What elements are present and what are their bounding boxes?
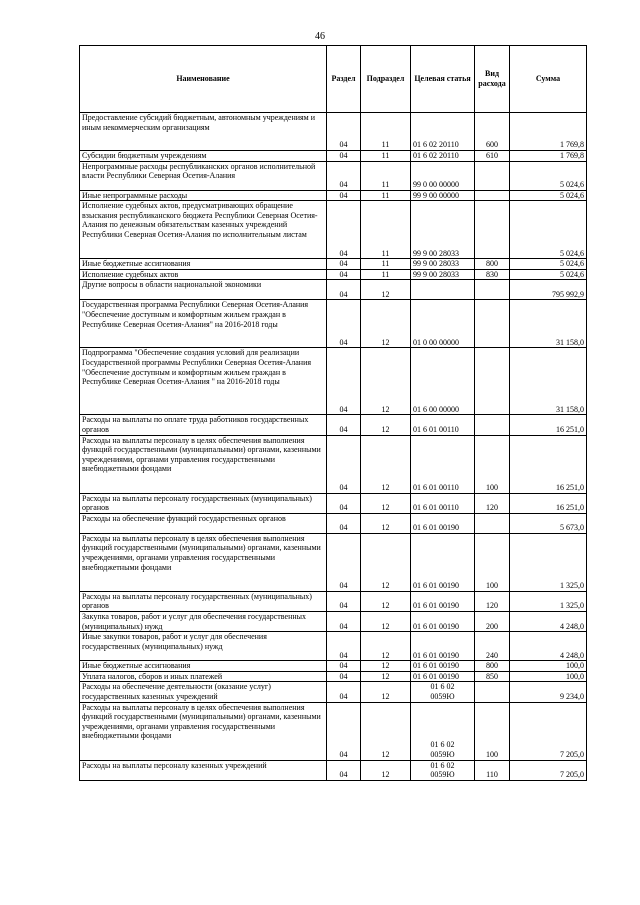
row-sum: 100,0	[510, 661, 587, 672]
header-sum: Сумма	[510, 46, 587, 113]
table-row	[80, 760, 587, 780]
row-section: 04	[327, 415, 361, 435]
table-row	[80, 151, 587, 162]
row-sum: 16 251,0	[510, 493, 587, 513]
row-type: 850	[475, 671, 510, 682]
row-section: 04	[327, 259, 361, 270]
row-type: 100	[475, 435, 510, 493]
row-type	[475, 190, 510, 201]
row-sum: 1 769,8	[510, 151, 587, 162]
row-sum: 4 248,0	[510, 611, 587, 631]
row-type: 120	[475, 493, 510, 513]
table-row	[80, 259, 587, 270]
row-name: Иные закупки товаров, работ и услуг для обеспечения государственных (муниципальных) нужд	[80, 632, 327, 661]
row-sum: 1 325,0	[510, 533, 587, 591]
table-row	[80, 348, 587, 415]
table-row	[80, 493, 587, 513]
table-row	[80, 611, 587, 631]
row-subsection: 12	[361, 671, 411, 682]
row-section: 04	[327, 591, 361, 611]
row-type: 110	[475, 760, 510, 780]
row-name: Расходы на обеспечение функций государственных органов	[80, 513, 327, 533]
page-number: 46	[315, 31, 325, 42]
row-name: Иные непрограммные расходы	[80, 190, 327, 201]
row-type: 600	[475, 113, 510, 151]
row-sum: 5 673,0	[510, 513, 587, 533]
row-name: Иные бюджетные ассигнования	[80, 259, 327, 270]
row-type: 120	[475, 591, 510, 611]
row-type: 100	[475, 533, 510, 591]
row-subsection: 12	[361, 632, 411, 661]
row-target: 01 0 00 00000	[411, 300, 475, 348]
row-sum: 5 024,6	[510, 201, 587, 259]
row-section: 04	[327, 435, 361, 493]
table-row	[80, 415, 587, 435]
row-name: Расходы на выплаты персоналу в целях обеспечения выполнения функций государственными (муниципальными) органами, казенными учреждениями, органами управления государственными внебюджетными фондами	[80, 435, 327, 493]
row-sum: 5 024,6	[510, 259, 587, 270]
row-section: 04	[327, 348, 361, 415]
row-name: Иные бюджетные ассигнования	[80, 661, 327, 672]
row-name: Закупка товаров, работ и услуг для обеспечения государственных (муниципальных) нужд	[80, 611, 327, 631]
row-type: 200	[475, 611, 510, 631]
row-sum: 7 205,0	[510, 702, 587, 760]
row-target: 01 6 01 00190	[411, 671, 475, 682]
row-type: 830	[475, 269, 510, 280]
table-row	[80, 671, 587, 682]
row-target: 01 6 02 20110	[411, 151, 475, 162]
row-target: 99 9 00 28033	[411, 201, 475, 259]
row-section: 04	[327, 611, 361, 631]
row-name: Непрограммные расходы республиканских органов исполнительной власти Республики Северная Осетия-Алания	[80, 161, 327, 190]
row-section: 04	[327, 760, 361, 780]
row-subsection: 12	[361, 533, 411, 591]
header-target: Целевая статья	[411, 46, 475, 113]
row-subsection: 11	[361, 269, 411, 280]
row-section: 04	[327, 513, 361, 533]
table-row	[80, 632, 587, 661]
row-type: 100	[475, 702, 510, 760]
row-name: Государственная программа Республики Северная Осетия-Алания "Обеспечение доступным и комфортным жильем граждан в Республике Северная Осетия-Алания" на 2016-2018 годы	[80, 300, 327, 348]
row-target: 01 6 00 00000	[411, 348, 475, 415]
row-type: 610	[475, 151, 510, 162]
row-subsection: 11	[361, 151, 411, 162]
row-name: Исполнение судебных актов	[80, 269, 327, 280]
row-name: Подпрограмма "Обеспечение создания условий для реализации Государственной программы Республики Северная Осетия-Алания "Обеспечение доступным и комфортным жильем граждан в Республике Северная Осетия-Алания " на 2016-2018 годы	[80, 348, 327, 415]
row-target: 99 0 00 00000	[411, 161, 475, 190]
table-row	[80, 190, 587, 201]
row-subsection: 12	[361, 435, 411, 493]
row-subsection: 12	[361, 702, 411, 760]
row-target: 01 6 01 00110	[411, 493, 475, 513]
row-name: Расходы на выплаты персоналу в целях обеспечения выполнения функций государственными (муниципальными) органами, казенными учреждениями, органами управления государственными внебюджетными фондами	[80, 702, 327, 760]
row-name: Исполнение судебных актов, предусматривающих обращение взыскания республиканского бюджета Республики Северная Осетия-Алания по денежным обязательствам казенных учреждений Республики Северная Осетия-Алания по исполнительным листам	[80, 201, 327, 259]
row-subsection: 12	[361, 760, 411, 780]
row-target: 01 6 01 00190	[411, 611, 475, 631]
table-row	[80, 269, 587, 280]
row-subsection: 12	[361, 611, 411, 631]
row-type: 240	[475, 632, 510, 661]
row-type: 800	[475, 661, 510, 672]
row-subsection: 12	[361, 682, 411, 702]
table-row	[80, 201, 587, 259]
row-sum: 100,0	[510, 671, 587, 682]
header-subsection: Подраздел	[361, 46, 411, 113]
table-row	[80, 513, 587, 533]
row-sum: 5 024,6	[510, 190, 587, 201]
row-target: 01 6 01 00190	[411, 513, 475, 533]
row-subsection: 12	[361, 415, 411, 435]
row-target: 01 6 01 00110	[411, 435, 475, 493]
row-target: 99 9 00 00000	[411, 190, 475, 201]
row-sum: 31 158,0	[510, 300, 587, 348]
row-target	[411, 280, 475, 300]
header-type: Вид расхода	[475, 46, 510, 113]
row-section: 04	[327, 671, 361, 682]
row-subsection: 11	[361, 161, 411, 190]
row-target: 01 6 01 00190	[411, 661, 475, 672]
table-row	[80, 661, 587, 672]
row-section: 04	[327, 682, 361, 702]
header-name: Наименование	[80, 46, 327, 113]
row-section: 04	[327, 493, 361, 513]
row-sum: 1 325,0	[510, 591, 587, 611]
row-target: 01 6 02 0059Ю	[411, 760, 475, 780]
row-subsection: 12	[361, 300, 411, 348]
row-target: 99 9 00 28033	[411, 269, 475, 280]
row-subsection: 12	[361, 493, 411, 513]
row-sum: 16 251,0	[510, 415, 587, 435]
row-name: Предоставление субсидий бюджетным, автономным учреждениям и иным некоммерческим организациям	[80, 113, 327, 151]
row-name: Уплата налогов, сборов и иных платежей	[80, 671, 327, 682]
table-row	[80, 113, 587, 151]
table-body	[80, 113, 587, 781]
table-row	[80, 161, 587, 190]
row-target: 01 6 02 0059Ю	[411, 682, 475, 702]
row-type: 800	[475, 259, 510, 270]
row-sum: 795 992,9	[510, 280, 587, 300]
row-sum: 7 205,0	[510, 760, 587, 780]
row-subsection: 12	[361, 661, 411, 672]
row-section: 04	[327, 300, 361, 348]
table-row	[80, 300, 587, 348]
row-type	[475, 415, 510, 435]
row-subsection: 12	[361, 348, 411, 415]
row-sum: 5 024,6	[510, 161, 587, 190]
row-target: 01 6 02 20110	[411, 113, 475, 151]
table-row	[80, 702, 587, 760]
row-target: 01 6 01 00190	[411, 632, 475, 661]
row-target: 01 6 01 00190	[411, 533, 475, 591]
row-sum: 9 234,0	[510, 682, 587, 702]
row-sum: 5 024,6	[510, 269, 587, 280]
row-section: 04	[327, 269, 361, 280]
row-section: 04	[327, 113, 361, 151]
row-sum: 4 248,0	[510, 632, 587, 661]
row-name: Расходы на обеспечение деятельности (оказание услуг) государственных казенных учреждений	[80, 682, 327, 702]
row-target: 01 6 02 0059Ю	[411, 702, 475, 760]
table-row	[80, 682, 587, 702]
row-subsection: 12	[361, 513, 411, 533]
row-type	[475, 161, 510, 190]
row-type	[475, 348, 510, 415]
row-sum: 1 769,8	[510, 113, 587, 151]
row-subsection: 11	[361, 201, 411, 259]
table-header-row	[80, 46, 587, 113]
row-subsection: 12	[361, 591, 411, 611]
row-sum: 16 251,0	[510, 435, 587, 493]
row-name: Расходы на выплаты персоналу государственных (муниципальных) органов	[80, 493, 327, 513]
row-section: 04	[327, 161, 361, 190]
row-type	[475, 682, 510, 702]
table-row	[80, 591, 587, 611]
row-type	[475, 280, 510, 300]
row-name: Расходы на выплаты персоналу казенных учреждений	[80, 760, 327, 780]
row-target: 99 9 00 28033	[411, 259, 475, 270]
header-section: Раздел	[327, 46, 361, 113]
row-section: 04	[327, 151, 361, 162]
row-name: Субсидии бюджетным учреждениям	[80, 151, 327, 162]
row-sum: 31 158,0	[510, 348, 587, 415]
table-row	[80, 280, 587, 300]
row-type	[475, 300, 510, 348]
row-type	[475, 201, 510, 259]
row-subsection: 11	[361, 259, 411, 270]
row-target: 01 6 01 00190	[411, 591, 475, 611]
row-name: Расходы на выплаты персоналу государственных (муниципальных) органов	[80, 591, 327, 611]
row-type	[475, 513, 510, 533]
row-subsection: 11	[361, 190, 411, 201]
row-section: 04	[327, 661, 361, 672]
table-row	[80, 435, 587, 493]
budget-table	[79, 45, 587, 781]
row-subsection: 12	[361, 280, 411, 300]
row-name: Другие вопросы в области национальной экономики	[80, 280, 327, 300]
row-section: 04	[327, 702, 361, 760]
row-section: 04	[327, 632, 361, 661]
row-section: 04	[327, 533, 361, 591]
table-row	[80, 533, 587, 591]
row-name: Расходы на выплаты персоналу в целях обеспечения выполнения функций государственными (муниципальными) органами, казенными учреждениями, органами управления государственными внебюджетными фондами	[80, 533, 327, 591]
row-section: 04	[327, 280, 361, 300]
row-subsection: 11	[361, 113, 411, 151]
row-section: 04	[327, 190, 361, 201]
row-target: 01 6 01 00110	[411, 415, 475, 435]
row-name: Расходы на выплаты по оплате труда работников государственных органов	[80, 415, 327, 435]
row-section: 04	[327, 201, 361, 259]
